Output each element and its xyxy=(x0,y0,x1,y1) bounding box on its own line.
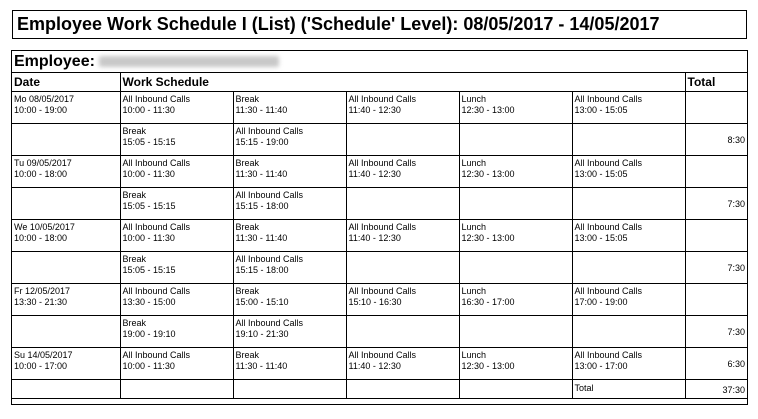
schedule-slot-line1: Lunch xyxy=(461,94,487,104)
schedule-slot-line1: Break xyxy=(235,286,260,296)
schedule-slot-line2: 15:10 - 16:30 xyxy=(348,297,402,307)
schedule-slot-line1: Lunch xyxy=(461,222,487,232)
row-total: 8:30 xyxy=(685,124,747,156)
date-cell xyxy=(12,284,120,316)
schedule-slot-line2: 17:00 - 19:00 xyxy=(574,297,628,307)
schedule-slot xyxy=(459,156,572,188)
summary-label: Total xyxy=(572,380,685,399)
row-total: 7:30 xyxy=(685,188,747,220)
schedule-slot-line2: 11:30 - 11:40 xyxy=(235,169,288,179)
schedule-slot-line1: All Inbound Calls xyxy=(348,94,417,104)
schedule-slot-line2: 11:30 - 11:40 xyxy=(235,233,288,243)
schedule-slot-line1: Break xyxy=(122,318,147,328)
schedule-slot xyxy=(459,124,572,156)
schedule-slot xyxy=(233,92,346,124)
schedule-slot-line1: All Inbound Calls xyxy=(574,286,643,296)
date-cell xyxy=(12,316,120,348)
schedule-slot xyxy=(459,92,572,124)
schedule-slot-line1: Break xyxy=(235,94,260,104)
date-cell-line1: Mo 08/05/2017 xyxy=(14,94,75,104)
schedule-slot xyxy=(120,348,233,380)
table-row xyxy=(12,92,747,124)
schedule-slot-line2: 15:15 - 19:00 xyxy=(235,137,289,147)
table-row xyxy=(12,188,747,220)
table-row xyxy=(12,124,747,156)
schedule-slot-line1: Break xyxy=(122,190,147,200)
date-cell-line2: 13:30 - 21:30 xyxy=(14,297,68,307)
schedule-slot-line1: All Inbound Calls xyxy=(574,94,643,104)
row-total xyxy=(685,156,747,188)
schedule-slot xyxy=(346,348,459,380)
schedule-slot xyxy=(120,316,233,348)
schedule-slot-line2: 11:40 - 12:30 xyxy=(348,169,401,179)
row-total xyxy=(685,220,747,252)
schedule-slot-line1: Lunch xyxy=(461,350,487,360)
empty-cell xyxy=(120,380,233,399)
table-row xyxy=(12,156,747,188)
empty-cell xyxy=(12,380,120,399)
schedule-slot-line1: All Inbound Calls xyxy=(122,158,191,168)
date-cell-line1: Fr 12/05/2017 xyxy=(14,286,71,296)
schedule-slot-line2: 15:15 - 18:00 xyxy=(235,201,289,211)
date-cell xyxy=(12,124,120,156)
employee-name-redacted xyxy=(99,56,279,67)
schedule-slot-line1: All Inbound Calls xyxy=(122,94,191,104)
schedule-slot xyxy=(346,220,459,252)
schedule-slot-line1: All Inbound Calls xyxy=(574,350,643,360)
schedule-slot-line2: 12:30 - 13:00 xyxy=(461,169,515,179)
schedule-slot xyxy=(459,252,572,284)
schedule-slot xyxy=(120,156,233,188)
schedule-slot-line1: All Inbound Calls xyxy=(348,222,417,232)
schedule-slot xyxy=(233,348,346,380)
schedule-slot xyxy=(233,124,346,156)
schedule-slot-line1: All Inbound Calls xyxy=(348,158,417,168)
date-cell xyxy=(12,348,120,380)
schedule-slot-line1: All Inbound Calls xyxy=(348,286,417,296)
summary-row xyxy=(12,380,747,399)
schedule-slot-line1: All Inbound Calls xyxy=(574,158,643,168)
schedule-slot xyxy=(572,92,685,124)
schedule-slot-line2: 10:00 - 11:30 xyxy=(122,233,175,243)
date-cell-line2: 10:00 - 18:00 xyxy=(14,169,68,179)
date-cell-line2: 10:00 - 18:00 xyxy=(14,233,68,243)
empty-cell xyxy=(233,380,346,399)
schedule-slot-line1: All Inbound Calls xyxy=(235,318,304,328)
empty-cell xyxy=(459,380,572,399)
empty-cell xyxy=(346,380,459,399)
schedule-slot xyxy=(120,284,233,316)
schedule-slot-line2: 15:05 - 15:15 xyxy=(122,201,176,211)
schedule-slot xyxy=(459,284,572,316)
schedule-slot xyxy=(572,220,685,252)
schedule-slot-line1: Lunch xyxy=(461,158,487,168)
schedule-slot-line2: 19:00 - 19:10 xyxy=(122,329,176,339)
row-total xyxy=(685,284,747,316)
schedule-slot-line1: All Inbound Calls xyxy=(348,350,417,360)
row-total: 7:30 xyxy=(685,252,747,284)
date-cell-line1: Tu 09/05/2017 xyxy=(14,158,72,168)
schedule-slot xyxy=(346,92,459,124)
schedule-slot-line1: Break xyxy=(235,350,260,360)
schedule-table xyxy=(12,73,747,399)
table-row xyxy=(12,348,747,380)
schedule-slot-line1: Break xyxy=(235,158,260,168)
schedule-slot-line1: All Inbound Calls xyxy=(122,350,191,360)
schedule-slot-line1: All Inbound Calls xyxy=(235,190,304,200)
schedule-slot xyxy=(120,252,233,284)
schedule-slot-line1: All Inbound Calls xyxy=(122,286,191,296)
date-cell-line2: 10:00 - 17:00 xyxy=(14,361,68,371)
schedule-slot-line2: 11:40 - 12:30 xyxy=(348,361,401,371)
date-cell xyxy=(12,252,120,284)
schedule-slot xyxy=(572,188,685,220)
total-header: Total xyxy=(685,73,747,92)
schedule-slot xyxy=(459,188,572,220)
schedule-slot xyxy=(346,284,459,316)
schedule-slot-line2: 10:00 - 11:30 xyxy=(122,169,175,179)
schedule-slot-line2: 13:00 - 15:05 xyxy=(574,169,628,179)
row-total: 6:30 xyxy=(685,348,747,380)
schedule-slot xyxy=(233,156,346,188)
schedule-slot xyxy=(572,348,685,380)
row-total: 7:30 xyxy=(685,316,747,348)
work-schedule-header: Work Schedule xyxy=(120,73,685,92)
schedule-slot-line2: 11:30 - 11:40 xyxy=(235,105,288,115)
schedule-slot-line2: 15:05 - 15:15 xyxy=(122,265,176,275)
schedule-slot-line2: 15:15 - 18:00 xyxy=(235,265,289,275)
schedule-slot-line1: Lunch xyxy=(461,286,487,296)
schedule-slot-line2: 10:00 - 11:30 xyxy=(122,361,175,371)
schedule-slot xyxy=(459,220,572,252)
schedule-slot-line2: 11:40 - 12:30 xyxy=(348,105,401,115)
schedule-slot-line2: 11:40 - 12:30 xyxy=(348,233,401,243)
schedule-slot-line1: Break xyxy=(122,126,147,136)
schedule-slot xyxy=(233,316,346,348)
schedule-slot xyxy=(459,316,572,348)
schedule-slot-line2: 10:00 - 11:30 xyxy=(122,105,175,115)
schedule-slot-line2: 16:30 - 17:00 xyxy=(461,297,515,307)
employee-label: Employee: xyxy=(14,53,95,70)
schedule-slot-line2: 13:00 - 15:05 xyxy=(574,233,628,243)
schedule-slot-line1: Break xyxy=(235,222,260,232)
schedule-slot-line1: All Inbound Calls xyxy=(122,222,191,232)
schedule-slot xyxy=(572,156,685,188)
schedule-slot-line2: 11:30 - 11:40 xyxy=(235,361,288,371)
table-row xyxy=(12,316,747,348)
schedule-slot-line2: 15:05 - 15:15 xyxy=(122,137,176,147)
schedule-slot-line2: 13:00 - 17:00 xyxy=(574,361,628,371)
schedule-slot-line2: 15:00 - 15:10 xyxy=(235,297,289,307)
date-cell xyxy=(12,188,120,220)
schedule-panel xyxy=(11,50,748,405)
header-row xyxy=(12,73,747,92)
schedule-slot-line1: All Inbound Calls xyxy=(235,254,304,264)
schedule-slot-line2: 13:00 - 15:05 xyxy=(574,105,628,115)
schedule-slot xyxy=(572,124,685,156)
schedule-slot-line2: 12:30 - 13:00 xyxy=(461,233,515,243)
schedule-slot xyxy=(346,188,459,220)
schedule-slot-line2: 12:30 - 13:00 xyxy=(461,361,515,371)
schedule-slot-line1: All Inbound Calls xyxy=(235,126,304,136)
date-cell xyxy=(12,156,120,188)
table-row xyxy=(12,284,747,316)
schedule-slot-line1: Break xyxy=(122,254,147,264)
schedule-slot xyxy=(346,156,459,188)
employee-row xyxy=(12,51,747,73)
date-cell-line2: 10:00 - 19:00 xyxy=(14,105,68,115)
schedule-slot-line2: 19:10 - 21:30 xyxy=(235,329,289,339)
schedule-slot xyxy=(233,252,346,284)
date-cell-line1: Su 14/05/2017 xyxy=(14,350,73,360)
table-row xyxy=(12,220,747,252)
summary-total: 37:30 xyxy=(685,380,747,399)
schedule-slot xyxy=(120,220,233,252)
schedule-slot xyxy=(120,188,233,220)
schedule-slot xyxy=(572,284,685,316)
schedule-slot xyxy=(233,188,346,220)
date-cell xyxy=(12,92,120,124)
schedule-slot xyxy=(233,220,346,252)
row-total xyxy=(685,92,747,124)
schedule-slot-line1: All Inbound Calls xyxy=(574,222,643,232)
schedule-slot xyxy=(459,348,572,380)
schedule-slot-line2: 12:30 - 13:00 xyxy=(461,105,515,115)
schedule-slot xyxy=(120,92,233,124)
schedule-slot-line2: 13:30 - 15:00 xyxy=(122,297,176,307)
date-cell xyxy=(12,220,120,252)
schedule-slot xyxy=(346,316,459,348)
table-row xyxy=(12,252,747,284)
schedule-slot xyxy=(572,252,685,284)
schedule-slot xyxy=(572,316,685,348)
schedule-slot xyxy=(120,124,233,156)
date-header: Date xyxy=(12,73,120,92)
schedule-slot xyxy=(346,124,459,156)
report-title: Employee Work Schedule I (List) ('Schedule' Level): 08/05/2017 - 14/05/2017 xyxy=(12,10,747,39)
schedule-slot xyxy=(233,284,346,316)
date-cell-line1: We 10/05/2017 xyxy=(14,222,75,232)
schedule-slot xyxy=(346,252,459,284)
